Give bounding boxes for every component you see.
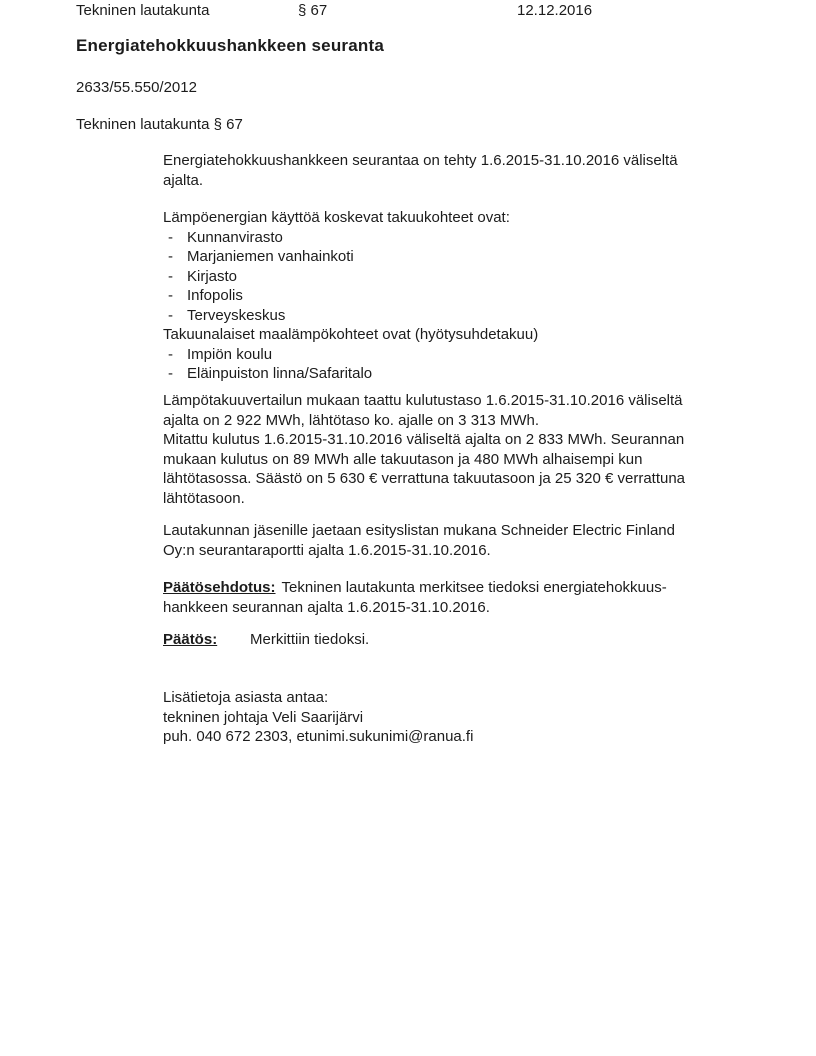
decision-row — [163, 630, 733, 650]
proposal-line: hankkeen seurannan ajalta 1.6.2015-31.10.2016. — [163, 598, 490, 616]
comparison-line: Lämpötakuuvertailun mukaan taattu kulutustaso 1.6.2015-31.10.2016 väliseltä — [163, 392, 683, 409]
list-item-label: Terveyskeskus — [187, 306, 286, 324]
report-line: Oy:n seurantaraportti ajalta 1.6.2015-31.10.2016. — [163, 541, 491, 559]
list-item-label: Kirjasto — [187, 267, 238, 285]
list-item — [163, 345, 733, 365]
header-committee: Tekninen lautakunta — [76, 2, 210, 19]
list-item — [163, 364, 733, 384]
list-item-label: Infopolis — [187, 287, 243, 304]
geo-list-heading: Takuunalaiset maalämpökohteet ovat (hyötysuhdetakuu) — [163, 326, 539, 343]
report-paragraph — [163, 521, 733, 560]
comparison-paragraph — [163, 391, 733, 508]
list-marker: - — [168, 267, 173, 285]
contact-line: puh. 040 672 2303, etunimi.sukunimi@ranua.fi — [163, 728, 474, 745]
comparison-line: Mitattu kulutus 1.6.2015-31.10.2016 väliseltä ajalta on 2 833 MWh. Seurannan — [163, 431, 685, 448]
comparison-line: lähtötasossa. Säästö on 5 630 € verrattuna takuutasoon ja 25 320 € verrattuna — [163, 470, 686, 487]
list-item — [163, 267, 733, 287]
decision-text: Merkittiin tiedoksi. — [250, 631, 370, 648]
intro-line: ajalta. — [163, 171, 204, 189]
comparison-line: mukaan kulutus on 89 MWh alle takuutason ja 480 MWh alhaisempi kun — [163, 450, 643, 468]
list-marker: - — [168, 345, 173, 363]
decision-label: Päätös: — [163, 631, 218, 648]
list-item-label: Marjaniemen vanhainkoti — [187, 248, 354, 265]
list-marker: - — [168, 287, 173, 304]
list-item-label: Kunnanvirasto — [187, 228, 283, 246]
document-title: Energiatehokkuushankkeen seuranta — [76, 36, 384, 55]
proposal-paragraph — [163, 578, 733, 617]
header-date: 12.12.2016 — [517, 2, 593, 19]
case-number: 2633/55.550/2012 — [76, 79, 197, 96]
comparison-line: ajalta on 2 922 MWh, lähtötaso ko. ajalle on 3 313 MWh. — [163, 411, 540, 429]
contact-line: Lisätietoja asiasta antaa: — [163, 689, 329, 706]
list-item — [163, 228, 733, 248]
list-item-label: Eläinpuiston linna/Safaritalo — [187, 365, 373, 382]
contact-line: tekninen johtaja Veli Saarijärvi — [163, 708, 364, 726]
proposal-line — [163, 578, 733, 598]
comparison-line: lähtötasoon. — [163, 489, 245, 507]
section-reference: Tekninen lautakunta § 67 — [76, 116, 243, 133]
list-item — [163, 286, 733, 306]
guarantee-lists — [163, 208, 733, 384]
list-item — [163, 306, 733, 326]
list-marker: - — [168, 228, 173, 246]
list-marker: - — [168, 365, 173, 382]
report-line: Lautakunnan jäsenille jaetaan esityslistan mukana Schneider Electric Finland — [163, 522, 675, 539]
contact-block — [163, 688, 733, 747]
heat-list-heading: Lämpöenergian käyttöä koskevat takuukohteet ovat: — [163, 209, 510, 226]
list-item — [163, 247, 733, 267]
list-marker: - — [168, 306, 173, 324]
list-item-label: Impiön koulu — [187, 345, 273, 363]
list-marker: - — [168, 248, 173, 265]
proposal-label: Päätösehdotus: — [163, 579, 276, 596]
intro-line: Energiatehokkuushankkeen seurantaa on tehty 1.6.2015-31.10.2016 väliseltä — [163, 152, 678, 169]
intro-paragraph — [163, 151, 733, 190]
proposal-text: Tekninen lautakunta merkitsee tiedoksi energiatehokkuus- — [281, 579, 667, 596]
header-section-number: § 67 — [298, 2, 328, 19]
